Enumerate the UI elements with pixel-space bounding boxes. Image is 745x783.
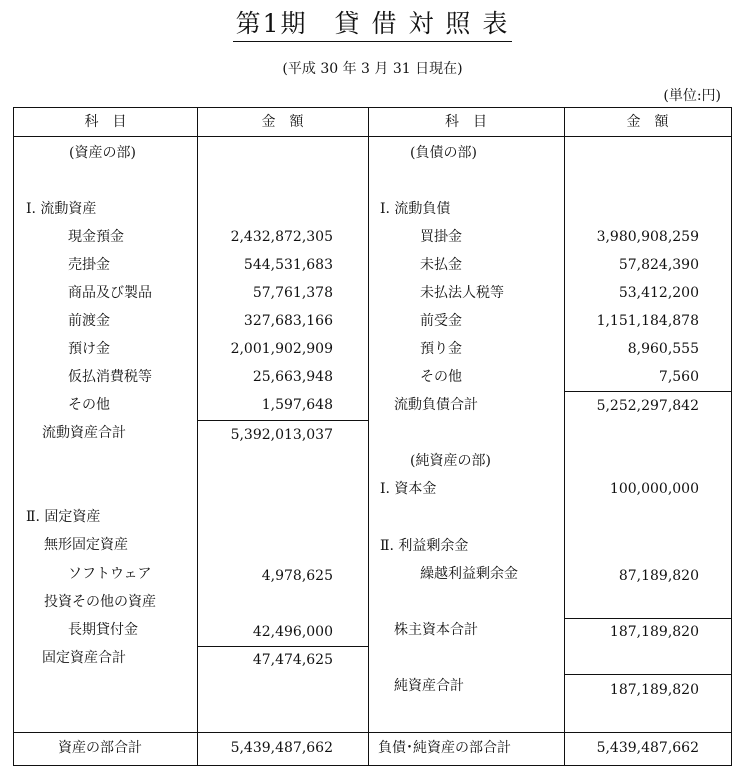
header-account-right: 科 目 [445, 114, 487, 130]
net-assets-total-label: 純資産合計 [394, 678, 464, 694]
asset-item-label: 前渡金 [68, 313, 110, 329]
grand-total-divider [14, 732, 731, 733]
current-assets-heading: Ⅰ. 流動資産 [26, 201, 97, 217]
liability-item-value: 53,412,200 [618, 285, 699, 301]
net-assets-total-value: 187,189,820 [609, 682, 699, 698]
asset-item-label: 売掛金 [68, 257, 110, 273]
header-amount-right: 金 額 [626, 114, 669, 130]
shareholders-equity-total-label: 株主資本合計 [394, 622, 478, 638]
capital-label: Ⅰ. 資本金 [380, 481, 437, 497]
asset-item-value: 1,597,648 [261, 397, 333, 413]
column-divider [564, 108, 565, 765]
retained-earnings-heading: Ⅱ. 利益剰余金 [380, 538, 469, 554]
liability-item-label: 未払法人税等 [420, 285, 504, 301]
current-liabilities-heading: Ⅰ. 流動負債 [380, 201, 451, 217]
current-assets-total-value: 5,392,013,037 [230, 427, 333, 443]
liability-item-label: 買掛金 [420, 229, 462, 245]
liability-item-value: 3,980,908,259 [596, 229, 699, 245]
assets-grand-total-label: 資産の部合計 [58, 740, 142, 756]
asset-item-label: 商品及び製品 [68, 285, 152, 301]
asset-item-value: 2,432,872,305 [230, 229, 333, 245]
liability-item-label: 前受金 [420, 313, 462, 329]
shareholders-equity-total-value: 187,189,820 [609, 624, 699, 640]
asset-item-value: 544,531,683 [243, 257, 333, 273]
header-divider [14, 136, 731, 137]
liabilities-equity-total-label: 負債･純資産の部合計 [378, 740, 511, 756]
liability-item-value: 7,560 [658, 369, 699, 385]
balance-date: (平成 30 年 3 月 31 日現在) [282, 61, 463, 77]
retained-earnings-label: 繰越利益剰余金 [420, 566, 518, 582]
current-liabilities-total-label: 流動負債合計 [394, 397, 478, 413]
asset-item-value: 25,663,948 [252, 369, 333, 385]
long-term-loan-label: 長期貸付金 [68, 622, 138, 638]
subtotal-line [197, 646, 368, 647]
liabilities-equity-total-value: 5,439,487,662 [596, 740, 699, 756]
asset-item-label: その他 [68, 397, 110, 413]
subtotal-line [197, 420, 368, 421]
subtotal-line [564, 618, 731, 619]
subtotal-line [564, 391, 731, 392]
fixed-assets-heading: Ⅱ. 固定資産 [26, 509, 101, 525]
intangible-assets-heading: 無形固定資産 [44, 537, 128, 553]
investment-assets-heading: 投資その他の資産 [44, 594, 156, 610]
header-account-left: 科 目 [84, 114, 127, 130]
fixed-assets-total-label: 固定資産合計 [42, 650, 126, 666]
software-label: ソフトウェア [68, 566, 152, 582]
assets-section-label: (資産の部) [69, 145, 136, 161]
subtotal-line [564, 674, 731, 675]
asset-item-value: 2,001,902,909 [230, 341, 333, 357]
asset-item-value: 327,683,166 [243, 313, 333, 329]
asset-item-label: 預け金 [68, 341, 110, 357]
asset-item-label: 現金預金 [68, 229, 124, 245]
equity-section-label: (純資産の部) [410, 453, 491, 469]
software-value: 4,978,625 [261, 568, 333, 584]
liability-item-label: 預り金 [420, 341, 462, 357]
liability-item-label: 未払金 [420, 257, 462, 273]
capital-value: 100,000,000 [609, 481, 699, 497]
liability-item-label: その他 [420, 369, 462, 385]
liability-item-value: 57,824,390 [618, 257, 699, 273]
current-liabilities-total-value: 5,252,297,842 [596, 398, 699, 414]
liability-item-value: 8,960,555 [627, 341, 699, 357]
column-divider [368, 108, 369, 765]
unit-label: (単位:円) [663, 88, 721, 104]
asset-item-label: 仮払消費税等 [68, 369, 152, 385]
retained-earnings-value: 87,189,820 [618, 568, 699, 584]
liability-item-value: 1,151,184,878 [596, 313, 699, 329]
document-title: 第1期 貸 借 対 照 表 [0, 8, 745, 42]
current-assets-total-label: 流動資産合計 [42, 425, 126, 441]
header-amount-left: 金 額 [261, 114, 304, 130]
assets-grand-total-value: 5,439,487,662 [230, 740, 333, 756]
long-term-loan-value: 42,496,000 [252, 624, 333, 640]
asset-item-value: 57,761,378 [252, 285, 333, 301]
balance-sheet-table [13, 107, 732, 766]
liabilities-section-label: (負債の部) [410, 145, 477, 161]
fixed-assets-total-value: 47,474,625 [252, 652, 333, 668]
